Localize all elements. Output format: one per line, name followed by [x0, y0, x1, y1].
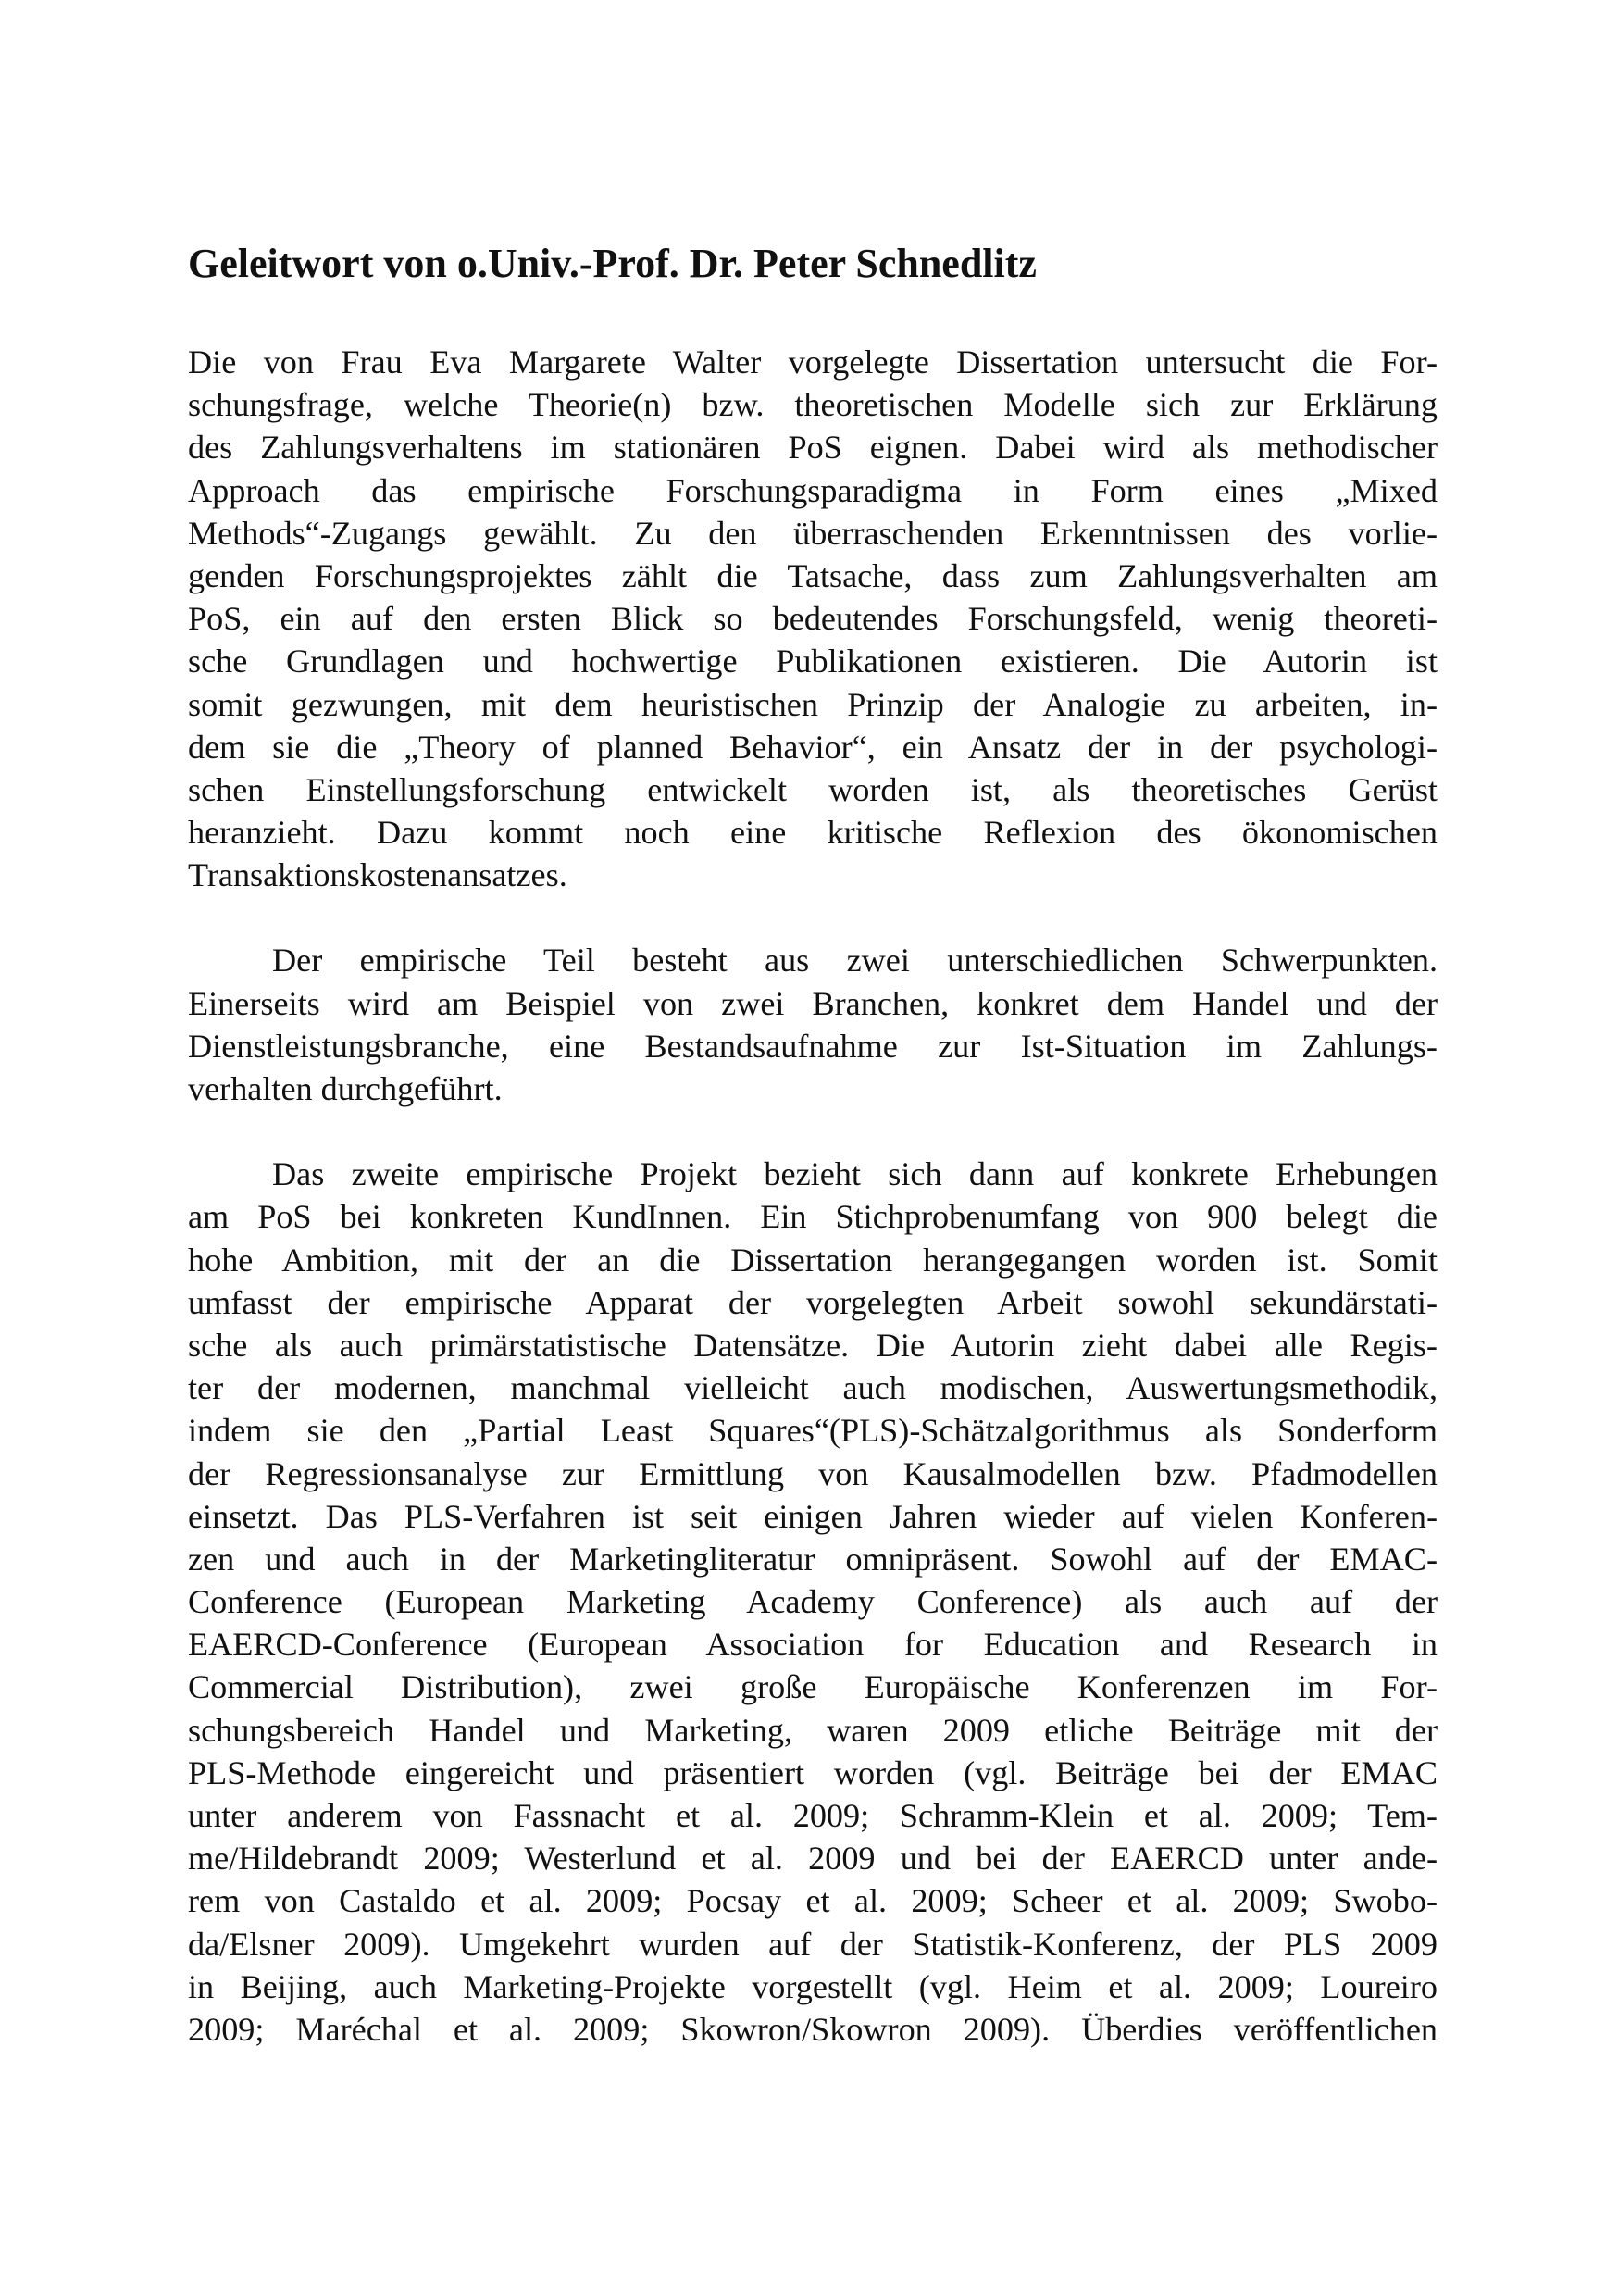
- text-line: der Regressionsanalyse zur Ermittlung von Kausalmodellen bzw. Pfadmodellen: [188, 1454, 1438, 1492]
- text-line: indem sie den „Partial Least Squares“(PLS)-Schätzalgorithmus als Sonderform: [188, 1412, 1438, 1450]
- text-line: da/Elsner 2009). Umgekehrt wurden auf der Statistik-Konferenz, der PLS 2009: [188, 1925, 1438, 1963]
- text-line: Methods“-Zugangs gewählt. Zu den überraschenden Erkenntnissen des vorlie-: [188, 514, 1438, 552]
- text-line: Einerseits wird am Beispiel von zwei Branchen, konkret dem Handel und der: [188, 984, 1438, 1022]
- text-line: schungsbereich Handel und Marketing, waren 2009 etliche Beiträge mit der: [188, 1711, 1438, 1749]
- text-line: am PoS bei konkreten KundInnen. Ein Stichprobenumfang von 900 belegt die: [188, 1198, 1438, 1236]
- text-line: Das zweite empirische Projekt bezieht sich dann auf konkrete Erhebungen: [272, 1155, 1438, 1193]
- text-line: schungsfrage, welche Theorie(n) bzw. theoretischen Modelle sich zur Erklärung: [188, 386, 1438, 424]
- text-line: zen und auch in der Marketingliteratur omnipräsent. Sowohl auf der EMAC-: [188, 1540, 1438, 1578]
- text-line: Commercial Distribution), zwei große Europäische Konferenzen im For-: [188, 1668, 1438, 1706]
- text-line: PoS, ein auf den ersten Blick so bedeutendes Forschungsfeld, wenig theoreti-: [188, 600, 1438, 638]
- text-line: ter der modernen, manchmal vielleicht auch modischen, Auswertungsmethodik,: [188, 1369, 1438, 1407]
- text-line: Der empirische Teil besteht aus zwei unterschiedlichen Schwerpunkten.: [272, 942, 1438, 980]
- text-line: Approach das empirische Forschungsparadigma in Form eines „Mixed: [188, 471, 1438, 509]
- text-line: genden Forschungsprojektes zählt die Tatsache, dass zum Zahlungsverhalten am: [188, 556, 1438, 594]
- text-line: rem von Castaldo et al. 2009; Pocsay et al. 2009; Scheer et al. 2009; Swobo-: [188, 1882, 1438, 1920]
- paragraph-3: [188, 1153, 1438, 2051]
- text-line: des Zahlungsverhaltens im stationären PoS eignen. Dabei wird als methodischer: [188, 429, 1438, 467]
- text-line: einsetzt. Das PLS-Verfahren ist seit einigen Jahren wieder auf vielen Konferen-: [188, 1497, 1438, 1535]
- text-line: Die von Frau Eva Margarete Walter vorgelegte Dissertation untersucht die For-: [188, 343, 1438, 381]
- text-line: schen Einstellungsforschung entwickelt worden ist, als theoretisches Gerüst: [188, 770, 1438, 808]
- text-line: 2009; Maréchal et al. 2009; Skowron/Skowron 2009). Überdies veröffentlichen: [188, 2010, 1438, 2048]
- text-line: PLS-Methode eingereicht und präsentiert worden (vgl. Beiträge bei der EMAC: [188, 1753, 1438, 1791]
- text-line: Conference (European Marketing Academy Conference) als auch auf der: [188, 1583, 1438, 1621]
- text-line: in Beijing, auch Marketing-Projekte vorgestellt (vgl. Heim et al. 2009; Loureiro: [188, 1967, 1438, 2005]
- text-line: EAERCD-Conference (European Association for Education and Research in: [188, 1626, 1438, 1664]
- page-title: Geleitwort von o.Univ.-Prof. Dr. Peter Schnedlitz: [188, 241, 1037, 286]
- text-line: sche Grundlagen und hochwertige Publikationen existieren. Die Autorin ist: [188, 643, 1438, 680]
- text-line: heranzieht. Dazu kommt noch eine kritische Reflexion des ökonomischen: [188, 814, 1438, 852]
- paragraph-1: [188, 341, 1438, 896]
- text-line: verhalten durchgeführt.: [188, 1070, 503, 1107]
- text-line: dem sie die „Theory of planned Behavior“, ein Ansatz der in der psychologi-: [188, 728, 1438, 766]
- text-line: Transaktionskostenansatzes.: [188, 856, 567, 894]
- text-line: sche als auch primärstatistische Datensätze. Die Autorin zieht dabei alle Regis-: [188, 1326, 1438, 1364]
- paragraph-2: [188, 939, 1438, 1110]
- text-line: Dienstleistungsbranche, eine Bestandsaufnahme zur Ist-Situation im Zahlungs-: [188, 1027, 1438, 1065]
- text-line: unter anderem von Fassnacht et al. 2009; Schramm-Klein et al. 2009; Tem-: [188, 1797, 1438, 1834]
- text-line: me/Hildebrandt 2009; Westerlund et al. 2009 und bei der EAERCD unter ande-: [188, 1840, 1438, 1878]
- document-content: [188, 236, 1438, 2051]
- text-line: umfasst der empirische Apparat der vorgelegten Arbeit sowohl sekundärstati-: [188, 1283, 1438, 1321]
- text-line: somit gezwungen, mit dem heuristischen Prinzip der Analogie zu arbeiten, in-: [188, 685, 1438, 723]
- text-line: hohe Ambition, mit der an die Dissertation herangegangen worden ist. Somit: [188, 1241, 1438, 1279]
